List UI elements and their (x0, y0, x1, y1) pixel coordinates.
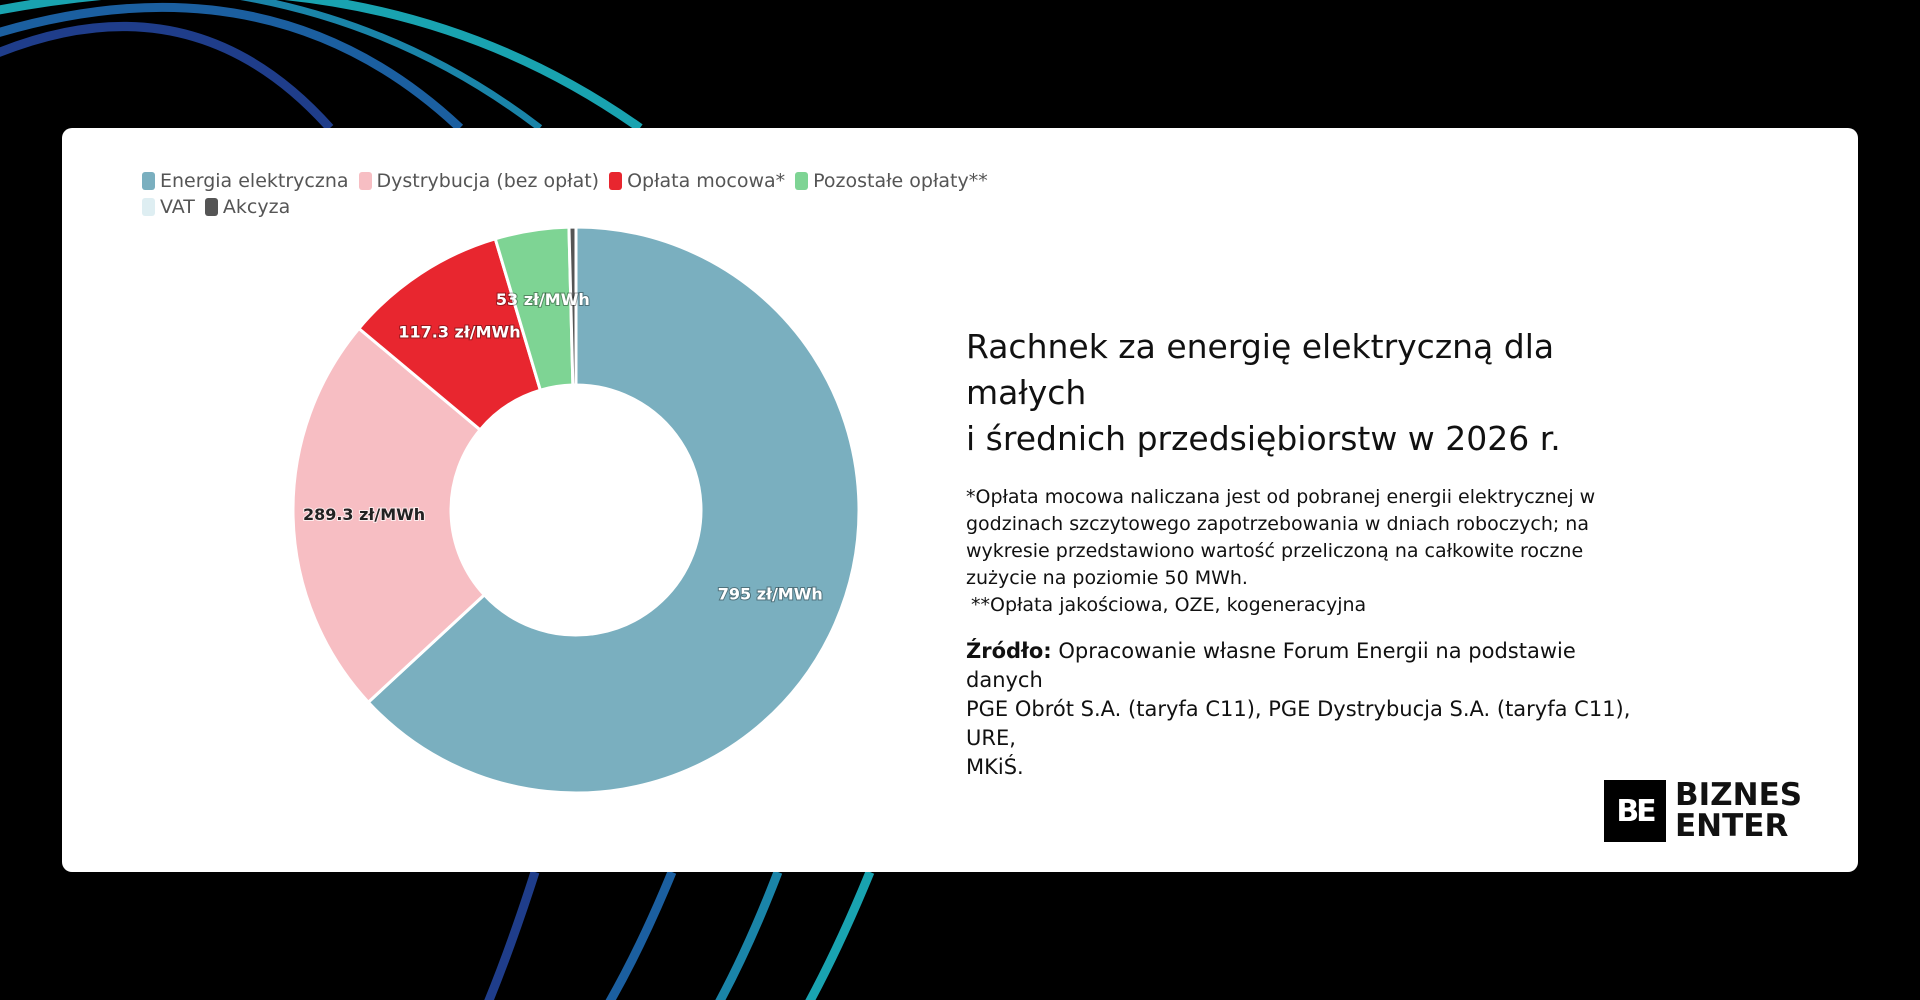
legend-item[interactable] (205, 196, 290, 218)
legend-swatch (359, 172, 372, 190)
footnote-capacity-fee (966, 484, 1656, 592)
source-line: PGE Obrót S.A. (taryfa C11), PGE Dystrybucja S.A. (taryfa C11), URE, (966, 697, 1631, 750)
logo-line-2: ENTER (1675, 808, 1789, 844)
legend-swatch (142, 198, 155, 216)
donut-chart (62, 228, 942, 828)
source-label: Źródło: (966, 639, 1052, 663)
slice-value-label: 795 zł/MWh (717, 584, 823, 604)
footnote-other-fees: **Opłata jakościowa, OZE, kogeneracyjna (971, 594, 1367, 616)
legend-swatch (142, 172, 155, 190)
legend-label: Energia elektryczna (160, 170, 349, 192)
chart-legend (142, 170, 1022, 218)
legend-label: VAT (160, 196, 195, 218)
logo-text (1675, 777, 1803, 844)
legend-item[interactable] (359, 170, 600, 192)
slice-value-label: 117.3 zł/MWh (398, 322, 521, 342)
legend-label: Pozostałe opłaty** (813, 170, 988, 192)
source-line: Opracowanie własne Forum Energii na podstawie danych (966, 639, 1576, 692)
legend-item[interactable] (142, 196, 195, 218)
legend-swatch (205, 198, 218, 216)
logo-mark: BE (1604, 780, 1666, 842)
footnote-line: godzinach szczytowego zapotrzebowania w dniach roboczych; na (966, 513, 1589, 535)
legend-item[interactable] (795, 170, 988, 192)
legend-swatch (609, 172, 622, 190)
legend-item[interactable] (609, 170, 785, 192)
source-note (966, 637, 1656, 782)
legend-label: Opłata mocowa* (627, 170, 786, 192)
legend-swatch (795, 172, 808, 190)
legend-label: Akcyza (222, 196, 291, 218)
slice-value-label: 289.3 zł/MWh (302, 504, 426, 524)
footnote-line: wykresie przedstawiono wartość przeliczoną na całkowite roczne (966, 540, 1584, 562)
chart-title (966, 324, 1656, 462)
legend-label: Dystrybucja (bez opłat) (376, 170, 600, 192)
source-line: MKiŚ. (966, 755, 1024, 779)
logo-line-1: BIZNES (1675, 777, 1803, 813)
title-line-2: i średnich przedsiębiorstw w 2026 r. (966, 419, 1561, 458)
footnote-line: *Opłata mocowa naliczana jest od pobranej energii elektrycznej w (966, 486, 1596, 508)
info-panel (966, 324, 1656, 782)
chart-card (62, 128, 1858, 872)
footnote-line: zużycie na poziomie 50 MWh. (966, 567, 1248, 589)
slice-value-label: 53 zł/MWh (495, 290, 590, 310)
bizneс-enter-logo (1604, 777, 1803, 844)
legend-item[interactable] (142, 170, 349, 192)
title-line-1: Rachnek za energię elektryczną dla małych (966, 327, 1555, 412)
